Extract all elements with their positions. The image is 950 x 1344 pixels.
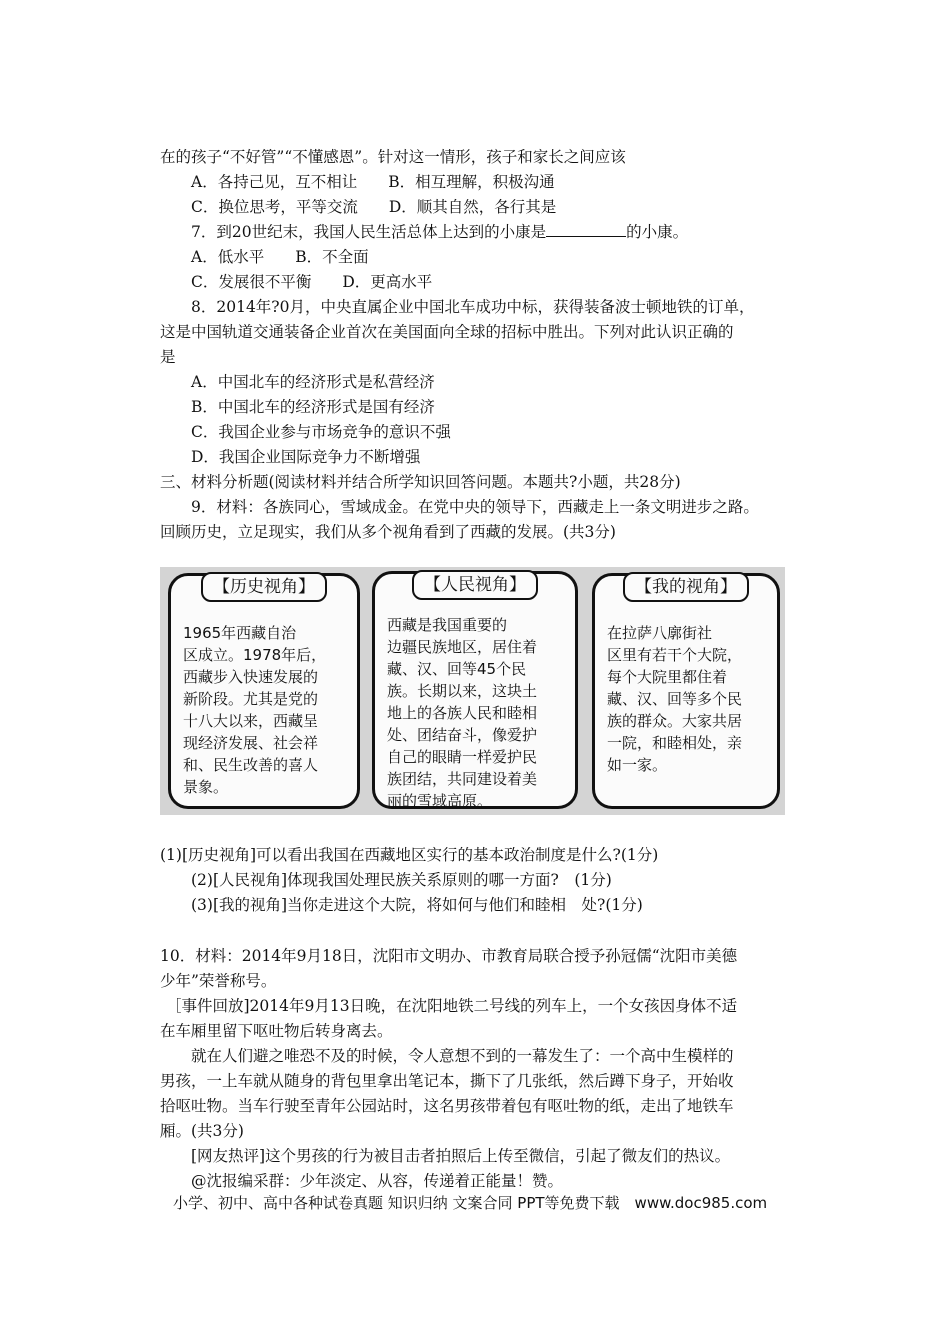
text-line: 在车厢里留下呕吐物后转身离去。	[160, 1022, 393, 1040]
card-people-body: 西藏是我国重要的 边疆民族地区，居住着 藏、汉、回等45个民 族。长期以来，这块土 地上的各族人民和睦相 处、团结奋斗，像爱护 自己的眼睛一样爱护民 族团结，共同建设着美 丽的雪域高原。	[387, 616, 538, 810]
option-line: A．中国北车的经济形式是私营经济	[191, 373, 435, 391]
card-history-body: 1965年西藏自治 区成立。1978年后， 西藏步入快速发展的 新阶段。尤其是党的 十八大以来，西藏呈 现经济发展、社会祥 和、民生改善的喜人 景象。	[183, 624, 327, 796]
text-line: ［事件回放]2014年9月13日晚，在沈阳地铁二号线的列车上，一个女孩因身体不适	[166, 997, 738, 1015]
footer-link[interactable]: 小学、初中、高中各种试卷真题 知识归纳 文案合同 PPT等免费下载 www.doc985.com	[173, 1194, 768, 1212]
text-line: 是	[160, 348, 176, 366]
material-figure	[160, 567, 785, 815]
option-line: C．我国企业参与市场竞争的意识不强	[191, 423, 451, 441]
card-mine-title: 【我的视角】	[623, 572, 749, 602]
text-line: 在的孩子“不好管”“不懂感恩”。针对这一情形，孩子和家长之间应该	[160, 148, 626, 166]
text-line: 男孩，一上车就从随身的背包里拿出笔记本，撕下了几张纸，然后蹲下身子，开始收	[160, 1072, 734, 1090]
option-line: B．中国北车的经济形式是国有经济	[191, 398, 435, 416]
option-line: D．我国企业国际竞争力不断增强	[191, 448, 421, 466]
text-line: 拾呕吐物。当车行驶至青年公园站时，这名男孩带着包有呕吐物的纸，走出了地铁车	[160, 1097, 734, 1115]
option-line: C．发展很不平衡 D．更高水平	[191, 273, 433, 291]
text-line: @沈报编采群：少年淡定、从容，传递着正能量！赞。	[191, 1172, 564, 1190]
option-line: A．各持己见，互不相让 B．相互理解，积极沟通	[191, 173, 555, 191]
sub-question-2: (2)[人民视角]体现我国处理民族关系原则的哪一方面? (1分)	[191, 871, 612, 889]
question-7-text: 7．到20世纪末，我国人民生活总体上达到的小康是	[191, 223, 547, 241]
question-7	[191, 222, 688, 242]
card-mine	[592, 573, 780, 809]
text-line: 少年”荣誉称号。	[160, 972, 277, 990]
sub-question-3: (3)[我的视角]当你走进这个大院，将如何与他们和睦相 处?(1分)	[191, 896, 643, 914]
question-7-tail: 的小康。	[626, 223, 689, 241]
answer-blank	[546, 222, 626, 237]
text-line: 这是中国轨道交通装备企业首次在美国面向全球的招标中胜出。下列对此认识正确的	[160, 323, 734, 341]
sub-question-1: (1)[历史视角]可以看出我国在西藏地区实行的基本政治制度是什么?(1分)	[160, 846, 659, 864]
text-line: [网友热评]这个男孩的行为被目击者拍照后上传至微信，引起了微友们的热议。	[191, 1147, 731, 1165]
card-history-title: 【历史视角】	[201, 572, 327, 602]
card-people-title: 【人民视角】	[412, 570, 538, 600]
question-8: 8．2014年?0月，中央直属企业中国北车成功中标，获得装备波士顿地铁的订单，	[191, 298, 755, 316]
text-line: 回顾历史，立足现实，我们从多个视角看到了西藏的发展。(共3分)	[160, 523, 616, 541]
section-heading: 三、材料分析题(阅读材料并结合所学知识回答问题。本题共?小题，共28分)	[160, 473, 681, 491]
question-9: 9．材料：各族同心，雪域成金。在党中央的领导下，西藏走上一条文明进步之路。	[191, 498, 759, 516]
card-mine-body: 在拉萨八廓街社 区里有若干个大院， 每个大院里都住着 藏、汉、回等多个民 族的群众。大家共居 一院，和睦相处，亲 如一家。	[607, 624, 743, 774]
text-line: 厢。(共3分)	[160, 1122, 244, 1140]
question-10: 10．材料：2014年9月18日，沈阳市文明办、市教育局联合授予孙冠儒“沈阳市美德	[160, 947, 738, 965]
card-history	[168, 573, 360, 809]
option-line: C．换位思考，平等交流 D．顺其自然，各行其是	[191, 198, 557, 216]
card-people	[372, 571, 578, 809]
option-line: A．低水平 B．不全面	[191, 248, 369, 266]
text-line: 就在人们避之唯恐不及的时候，令人意想不到的一幕发生了：一个高中生模样的	[191, 1047, 734, 1065]
